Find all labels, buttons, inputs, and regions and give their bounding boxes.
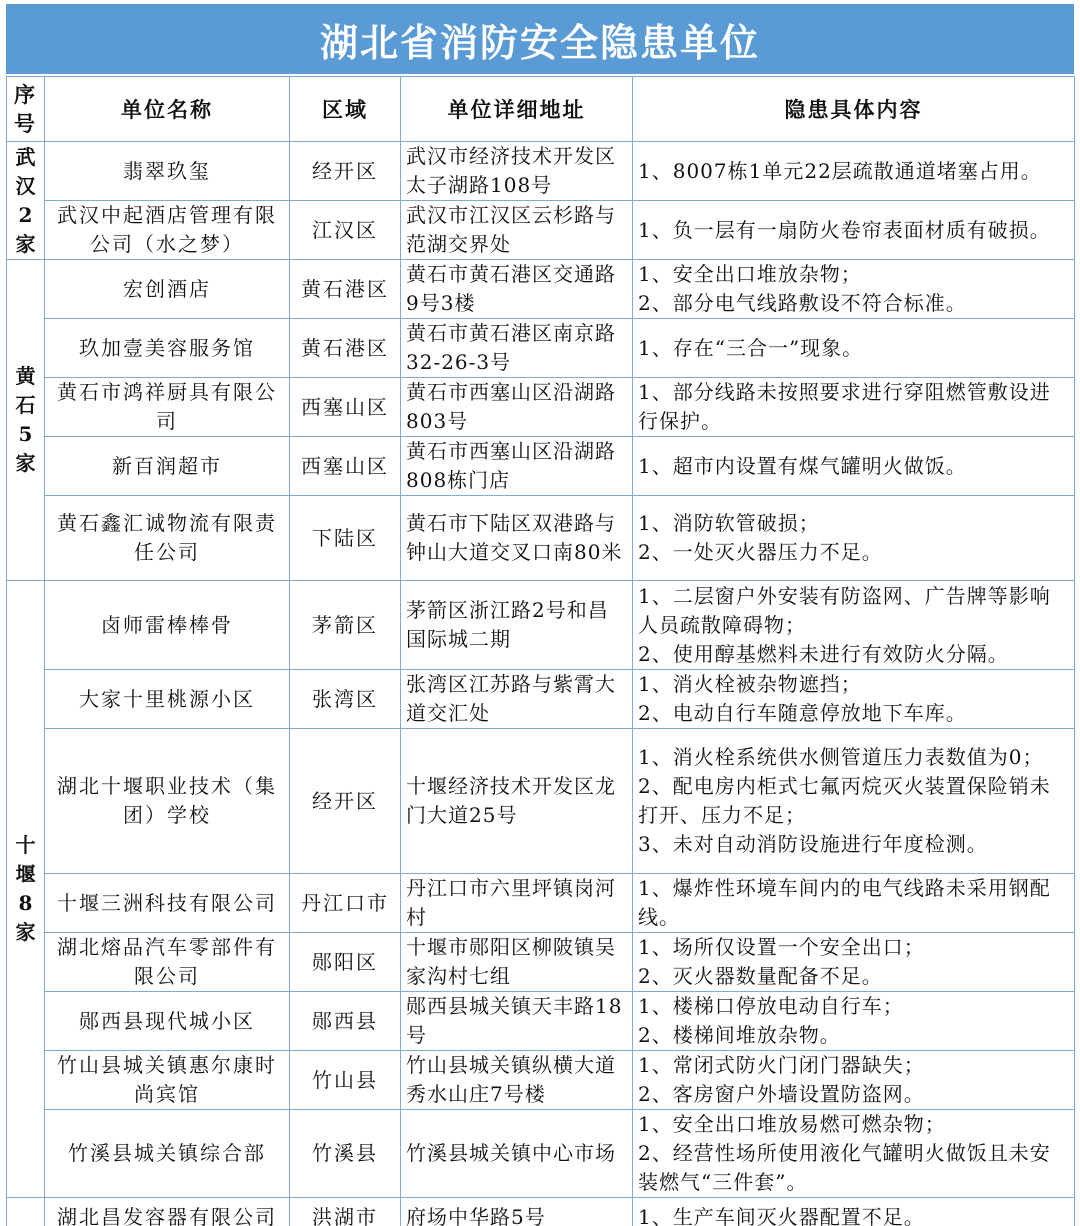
issue-item: 1、楼梯口停放电动自行车； xyxy=(638,994,904,1018)
group-label: 武汉2家 xyxy=(7,142,45,260)
issue-item: 1、部分线路未按照要求进行穿阻燃管敷设进行保护。 xyxy=(638,380,1051,433)
unit-address: 黄石市黄石港区交通路9号3楼 xyxy=(401,260,633,319)
issue-item: 1、常闭式防火门闭门器缺失； xyxy=(638,1053,925,1077)
issue-item: 1、爆炸性环境车间内的电气线路未采用钢配线。 xyxy=(638,876,1051,929)
unit-area: 茅箭区 xyxy=(290,581,401,670)
group-label: 黄石5家 xyxy=(7,260,45,581)
unit-area: 竹山县 xyxy=(290,1051,401,1110)
unit-issues xyxy=(633,496,1075,581)
header-name: 单位名称 xyxy=(45,77,290,142)
unit-name: 十堰三洲科技有限公司 xyxy=(45,874,290,933)
unit-issues xyxy=(633,992,1075,1051)
unit-area: 西塞山区 xyxy=(290,378,401,437)
unit-area: 黄石港区 xyxy=(290,260,401,319)
unit-name: 湖北熔品汽车零部件有限公司 xyxy=(45,933,290,992)
unit-address: 丹江口市六里坪镇岗河村 xyxy=(401,874,633,933)
unit-area: 经开区 xyxy=(290,729,401,874)
unit-area: 丹江口市 xyxy=(290,874,401,933)
unit-area: 洪湖市 xyxy=(290,1198,401,1226)
unit-issues xyxy=(633,874,1075,933)
unit-name: 湖北十堰职业技术（集团）学校 xyxy=(45,729,290,874)
table-row xyxy=(7,437,1075,496)
unit-area: 西塞山区 xyxy=(290,437,401,496)
unit-issues xyxy=(633,142,1075,201)
unit-area: 下陆区 xyxy=(290,496,401,581)
unit-issues xyxy=(633,1110,1075,1198)
unit-address: 郧西县城关镇天丰路18号 xyxy=(401,992,633,1051)
unit-name: 新百润超市 xyxy=(45,437,290,496)
table-body xyxy=(7,142,1075,1226)
table-row xyxy=(7,142,1075,201)
unit-address: 十堰市郧阳区柳陂镇吴家沟村七组 xyxy=(401,933,633,992)
unit-issues xyxy=(633,670,1075,729)
unit-issues xyxy=(633,437,1075,496)
unit-name: 黄石鑫汇诚物流有限责任公司 xyxy=(45,496,290,581)
unit-area: 黄石港区 xyxy=(290,319,401,378)
unit-name: 郧西县现代城小区 xyxy=(45,992,290,1051)
table-row xyxy=(7,581,1075,670)
header-address: 单位详细地址 xyxy=(401,77,633,142)
table-row xyxy=(7,1051,1075,1110)
issue-item: 1、二层窗户外安装有防盗网、广告牌等影响人员疏散障碍物； xyxy=(638,583,1051,637)
unit-issues xyxy=(633,581,1075,670)
unit-address: 黄石市西塞山区沿湖路803号 xyxy=(401,378,633,437)
document-title: 湖北省消防安全隐患单位 xyxy=(6,4,1074,74)
issue-item: 1、安全出口堆放杂物； xyxy=(638,262,862,286)
table-row xyxy=(7,874,1075,933)
unit-address: 府场中华路5号 xyxy=(401,1198,633,1226)
issue-item: 2、配电房内柜式七氟丙烷灭火装置保险销未打开、压力不足； xyxy=(638,774,1051,827)
unit-name: 翡翠玖玺 xyxy=(45,142,290,201)
group-label: 十堰8家 xyxy=(7,581,45,1198)
header-row xyxy=(7,77,1075,142)
table-row xyxy=(7,496,1075,581)
unit-address: 竹溪县城关镇中心市场 xyxy=(401,1110,633,1198)
unit-address: 张湾区江苏路与紫霄大道交汇处 xyxy=(401,670,633,729)
issue-item: 2、经营性场所使用液化气罐明火做饭且未安装燃气“三件套”。 xyxy=(638,1141,1051,1194)
issue-item: 2、电动自行车随意停放地下车库。 xyxy=(638,701,967,725)
table-row xyxy=(7,1110,1075,1198)
unit-area: 经开区 xyxy=(290,142,401,201)
unit-issues xyxy=(633,1051,1075,1110)
unit-issues xyxy=(633,260,1075,319)
unit-issues xyxy=(633,201,1075,260)
unit-name: 玖加壹美容服务馆 xyxy=(45,319,290,378)
header-area: 区域 xyxy=(290,77,401,142)
unit-name: 黄石市鸿祥厨具有限公司 xyxy=(45,378,290,437)
table-row xyxy=(7,260,1075,319)
unit-address: 十堰经济技术开发区龙门大道25号 xyxy=(401,729,633,874)
unit-issues xyxy=(633,378,1075,437)
unit-issues xyxy=(633,729,1075,874)
issue-item: 1、安全出口堆放易燃可燃杂物； xyxy=(638,1112,946,1136)
unit-issues xyxy=(633,1198,1075,1226)
unit-issues xyxy=(633,319,1075,378)
unit-area: 江汉区 xyxy=(290,201,401,260)
group-label xyxy=(7,1198,45,1226)
issue-item: 1、负一层有一扇防火卷帘表面材质有破损。 xyxy=(638,217,1051,242)
issue-item: 3、未对自动消防设施进行年度检测。 xyxy=(638,832,988,856)
table-row xyxy=(7,319,1075,378)
unit-area: 郧西县 xyxy=(290,992,401,1051)
issue-item: 1、消防软管破损； xyxy=(638,511,820,535)
unit-issues xyxy=(633,933,1075,992)
issue-item: 2、灭火器数量配备不足。 xyxy=(638,964,883,988)
table-row xyxy=(7,201,1075,260)
issue-item: 1、存在“三合一”现象。 xyxy=(638,335,864,360)
unit-name: 竹山县城关镇惠尔康时尚宾馆 xyxy=(45,1051,290,1110)
table-row xyxy=(7,670,1075,729)
issue-item: 1、生产车间灭火器配置不足。 xyxy=(638,1205,925,1226)
table-row xyxy=(7,729,1075,874)
unit-area: 竹溪县 xyxy=(290,1110,401,1198)
unit-name: 大家十里桃源小区 xyxy=(45,670,290,729)
issue-item: 2、客房窗户外墙设置防盗网。 xyxy=(638,1082,925,1106)
unit-address: 黄石市西塞山区沿湖路808栋门店 xyxy=(401,437,633,496)
issue-item: 2、一处灭火器压力不足。 xyxy=(638,540,883,564)
issue-item: 1、8007栋1单元22层疏散通道堵塞占用。 xyxy=(638,158,1042,183)
table-row xyxy=(7,1198,1075,1226)
unit-name: 武汉中起酒店管理有限公司（水之梦） xyxy=(45,201,290,260)
unit-name: 宏创酒店 xyxy=(45,260,290,319)
issue-item: 1、消火栓系统供水侧管道压力表数值为0； xyxy=(638,745,1044,769)
unit-area: 张湾区 xyxy=(290,670,401,729)
issue-item: 2、使用醇基燃料未进行有效防火分隔。 xyxy=(638,641,1009,666)
issue-item: 2、部分电气线路敷设不符合标准。 xyxy=(638,291,967,315)
issue-item: 1、场所仅设置一个安全出口； xyxy=(638,935,925,959)
unit-address: 黄石市黄石港区南京路32-26-3号 xyxy=(401,319,633,378)
issue-item: 2、楼梯间堆放杂物。 xyxy=(638,1023,841,1047)
hazard-table xyxy=(6,76,1075,1226)
issue-item: 1、消火栓被杂物遮挡； xyxy=(638,672,862,696)
unit-name: 湖北昌发容器有限公司 xyxy=(45,1198,290,1226)
unit-address: 武汉市江汉区云杉路与范湖交界处 xyxy=(401,201,633,260)
unit-address: 武汉市经济技术开发区太子湖路108号 xyxy=(401,142,633,201)
unit-name: 卤师雷棒棒骨 xyxy=(45,581,290,670)
header-issues: 隐患具体内容 xyxy=(633,77,1075,142)
unit-address: 黄石市下陆区双港路与钟山大道交叉口南80米 xyxy=(401,496,633,581)
issue-item: 1、超市内设置有煤气罐明火做饭。 xyxy=(638,453,967,478)
table-row xyxy=(7,933,1075,992)
unit-area: 郧阳区 xyxy=(290,933,401,992)
table-row xyxy=(7,992,1075,1051)
unit-address: 茅箭区浙江路2号和昌国际城二期 xyxy=(401,581,633,670)
unit-name: 竹溪县城关镇综合部 xyxy=(45,1110,290,1198)
header-seq: 序号 xyxy=(7,77,45,142)
table-row xyxy=(7,378,1075,437)
unit-address: 竹山县城关镇纵横大道秀水山庄7号楼 xyxy=(401,1051,633,1110)
